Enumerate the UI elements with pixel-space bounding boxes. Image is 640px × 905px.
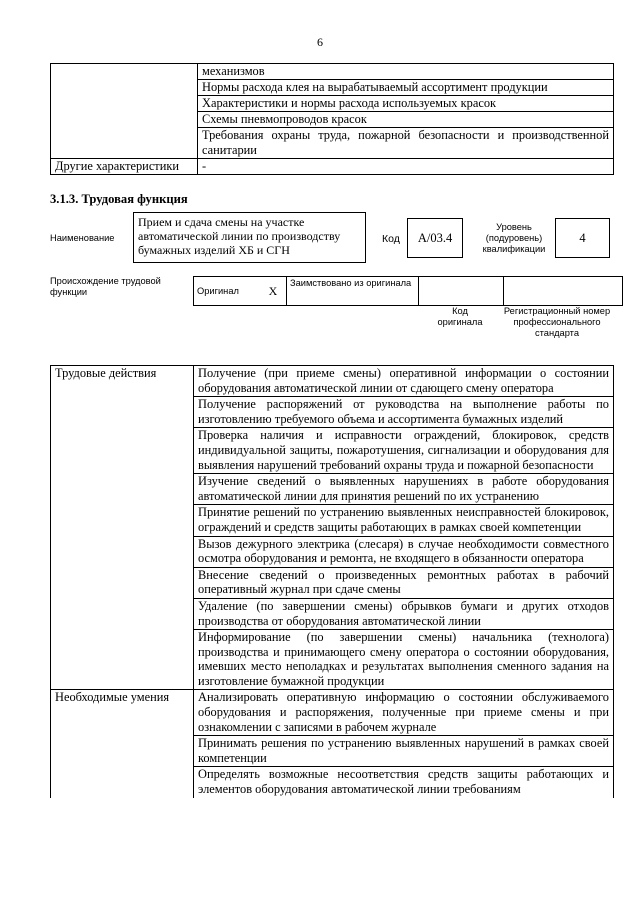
table-row: Внесение сведений о произведенных ремонтных работах в рабочий оперативный журнал при сдаче смены (194, 567, 614, 598)
function-name-box: Прием и сдача смены на участке автоматической линии по производству бумажных изделий ХБ и СГН (133, 212, 366, 263)
table-row: Нормы расхода клея на вырабатываемый ассортимент продукции (198, 80, 614, 96)
characteristics-table (50, 63, 614, 175)
origin-table (193, 276, 623, 306)
skills-label: Необходимые умения (51, 690, 194, 798)
code-original-caption: Код оригинала (437, 306, 483, 327)
table-row: Изучение сведений о выявленных нарушениях в работе оборудования автоматической линии для принятия решений по их устранению (194, 474, 614, 505)
empty-label-cell (51, 64, 198, 159)
table-row: Характеристики и нормы расхода используемых красок (198, 96, 614, 112)
table-row: Удаление (по завершении смены) обрывков бумаги и других отходов производства от оборудования автоматической линии (194, 598, 614, 629)
table-row: Требования охраны труда, пожарной безопасности и производственной санитарии (198, 128, 614, 159)
reg-number-caption: Регистрационный номер профессионального стандарта (503, 306, 611, 338)
borrowed-label: Заимствовано из оригинала (287, 277, 419, 306)
table-row: Проверка наличия и исправности ограждений, блокировок, средств индивидуальной защиты, пожаротушения, сигнализации и оборудования для выявления нарушений требований охраны труда и пожарной безопасности (194, 428, 614, 474)
original-label: Оригинал (194, 277, 261, 306)
table-row: Схемы пневмопроводов красок (198, 112, 614, 128)
table-row: Определять возможные несоответствия средств защиты работающих и элементов оборудования автоматической линии требованиям (194, 767, 614, 798)
section-title: 3.1.3. Трудовая функция (50, 192, 188, 206)
table-row: Анализировать оперативную информацию о состоянии обслуживаемого оборудования и распоряжения, полученные при приеме смены и при ознакомлении с записями в рабочем журнале (194, 690, 614, 736)
actions-skills-table (50, 365, 614, 798)
table-row: механизмов (198, 64, 614, 80)
table-row: Принятие решений по устранению выявленных неисправностей блокировок, ограждений и средств защиты работающих в рамках своей компетенции (194, 505, 614, 536)
original-mark: X (260, 277, 287, 306)
function-code-box: А/03.4 (407, 218, 463, 258)
table-row: Получение распоряжений от руководства на выполнение работы по изготовлению требуемого объема и ассортимента бумажных изделий (194, 397, 614, 428)
actions-label: Трудовые действия (51, 366, 194, 690)
code-label: Код (382, 233, 400, 245)
table-row: Принимать решения по устранению выявленных нарушений в рамках своей компетенции (194, 736, 614, 767)
reg-number-cell (504, 277, 623, 306)
table-row: Вызов дежурного электрика (слесаря) в случае необходимости совместного осмотра оборудования и ремонта, не входящего в обязанности оператора (194, 536, 614, 567)
origin-label: Происхождение трудовой функции (50, 276, 161, 297)
page-number: 6 (317, 35, 323, 49)
other-characteristics-value: - (198, 159, 614, 175)
other-characteristics-label: Другие характеристики (51, 159, 198, 175)
level-label: Уровень (подуровень) квалификации (482, 222, 546, 254)
code-original-cell (419, 277, 504, 306)
level-box: 4 (555, 218, 610, 258)
name-label: Наименование (50, 233, 115, 243)
table-row: Информирование (по завершении смены) начальника (технолога) производства и принимающего смену оператора о состоянии оборудования, имевших место неполадках и результатах выполнения сменного задания на изготовление бумажной продукции (194, 630, 614, 690)
table-row: Получение (при приеме смены) оперативной информации о состоянии оборудования автоматической линии от сдающего смену оператора (194, 366, 614, 397)
